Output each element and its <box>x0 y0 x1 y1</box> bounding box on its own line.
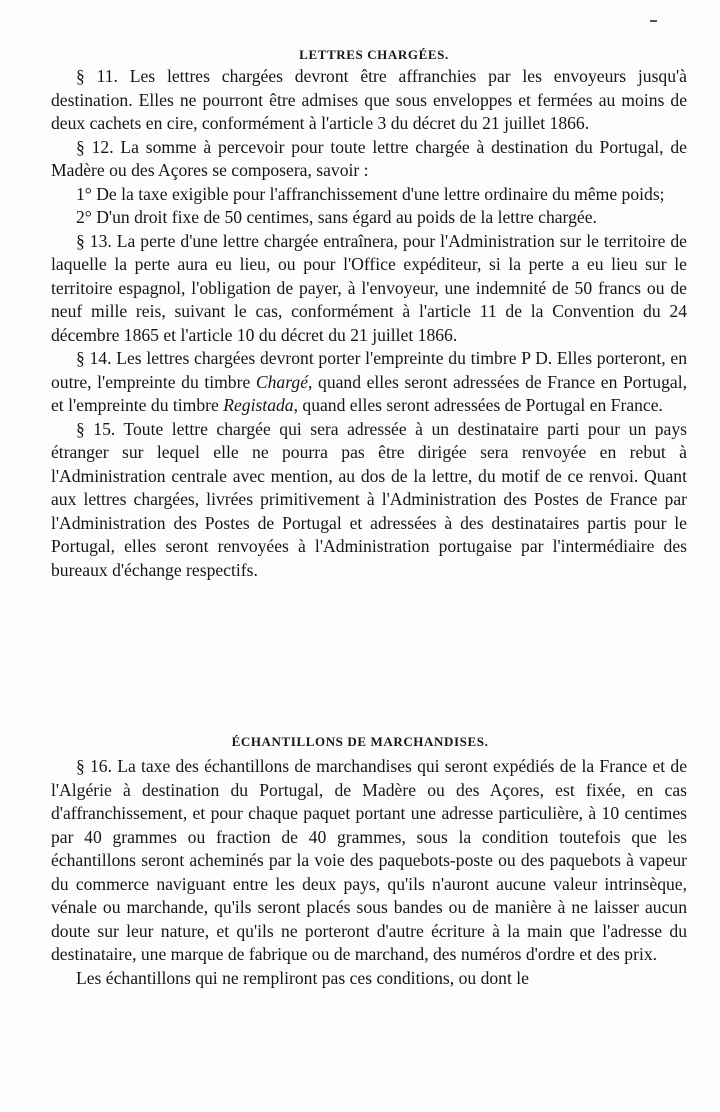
paragraph-12-item-2: 2° D'un droit fixe de 50 centimes, sans égard au poids de la lettre chargée. <box>76 207 597 227</box>
paragraph-16-continuation: Les échantillons qui ne rempliront pas ces conditions, ou dont le <box>76 967 529 988</box>
section-samples-body <box>51 755 687 990</box>
paragraph-12: § 12. La somme à percevoir pour toute lettre chargée à destination du Portugal, de Madère ou des Açores se composera, savoir : <box>51 136 687 180</box>
paragraph-16: § 16. La taxe des échantillons de marchandises qui seront expédiés de la France et de l'Algérie à destination du Portugal, de Madère ou des Açores, est fixée, en cas d'affranchissement, et pour chaque paquet portant une adresse particulière, à 10 centimes par 40 grammes ou fraction de 40 grammes, sous la condition toutefois que les échantillons seront acheminés par la voie des paquebots-poste ou des paquebots à vapeur du commerce naviguant entre les deux pays, qu'ils n'auront aucune valeur intrinsèque, vénale ou marchande, qu'ils seront placés sous bandes ou de manière à ne laisser aucun doute sur leur nature, et qu'ils ne porteront d'autre écriture à la main que l'adresse du destinataire, une marque de fabrique ou de marchand, des numéros d'ordre et des prix. <box>51 756 687 964</box>
paragraph-12-item-1: 1° De la taxe exigible pour l'affranchissement d'une lettre ordinaire du même poids; <box>76 183 665 204</box>
paragraph-14-text-end: , quand elles seront adressées de Portugal en France. <box>293 395 663 415</box>
paragraph-15: § 15. Toute lettre chargée qui sera adressée à un destinataire parti pour un pays étranger sur lequel elle ne pourra pas être dirigée sera renvoyée en rebut à l'Administration centrale avec mention, au dos de la lettre, du motif de ce renvoi. Quant aux lettres chargées, livrées primitivement à l'Administration des Postes de France par l'Administration des Postes de Portugal et adressées à des destinataires partis pour le Portugal, elles seront renvoyées à l'Administration portugaise par l'intermédiaire des bureaux d'échange respectifs. <box>51 418 687 580</box>
stamp-name-charge: Chargé <box>255 371 309 392</box>
paragraph-13: § 13. La perte d'une lettre chargée entraînera, pour l'Administration sur le territoire de laquelle la perte aura eu lieu, ou pour l'Office expéditeur, si la perte a eu lieu sur le territoire espagnol, l'obligation de payer, à l'envoyeur, une indemnité de 50 francs ou de neuf mille reis, suivant le cas, conformément à l'article 11 de la Convention du 24 décembre 1865 et l'article 10 du décret du 21 juillet 1866. <box>51 230 687 345</box>
paragraph-14-text-start: § 14. Les lettres chargées devront porter l'empreinte du timbre P D. Elles porteront, en outre, l'empreinte du timbre <box>51 348 687 392</box>
paragraph-11: § 11. Les lettres chargées devront être affranchies par les envoyeurs jusqu'à destination. Elles ne pourront être admises que sous enveloppes et fermées au moins de deux cachets en cire, conformément à l'article 3 du décret du 21 juillet 1866. <box>51 66 687 133</box>
paragraph-14-text-middle: , quand elles seront adressées de France en Portugal, et l'empreinte du timbre <box>51 371 687 415</box>
section-heading-samples: ÉCHANTILLONS DE MARCHANDISES. <box>231 734 489 749</box>
section-heading-registered-letters: LETTRES CHARGÉES. <box>299 47 449 62</box>
page-mark <box>650 20 657 22</box>
paragraph-14 <box>51 347 687 418</box>
section-registered-letters-body <box>51 65 687 582</box>
stamp-name-registada: Registada <box>223 395 294 415</box>
